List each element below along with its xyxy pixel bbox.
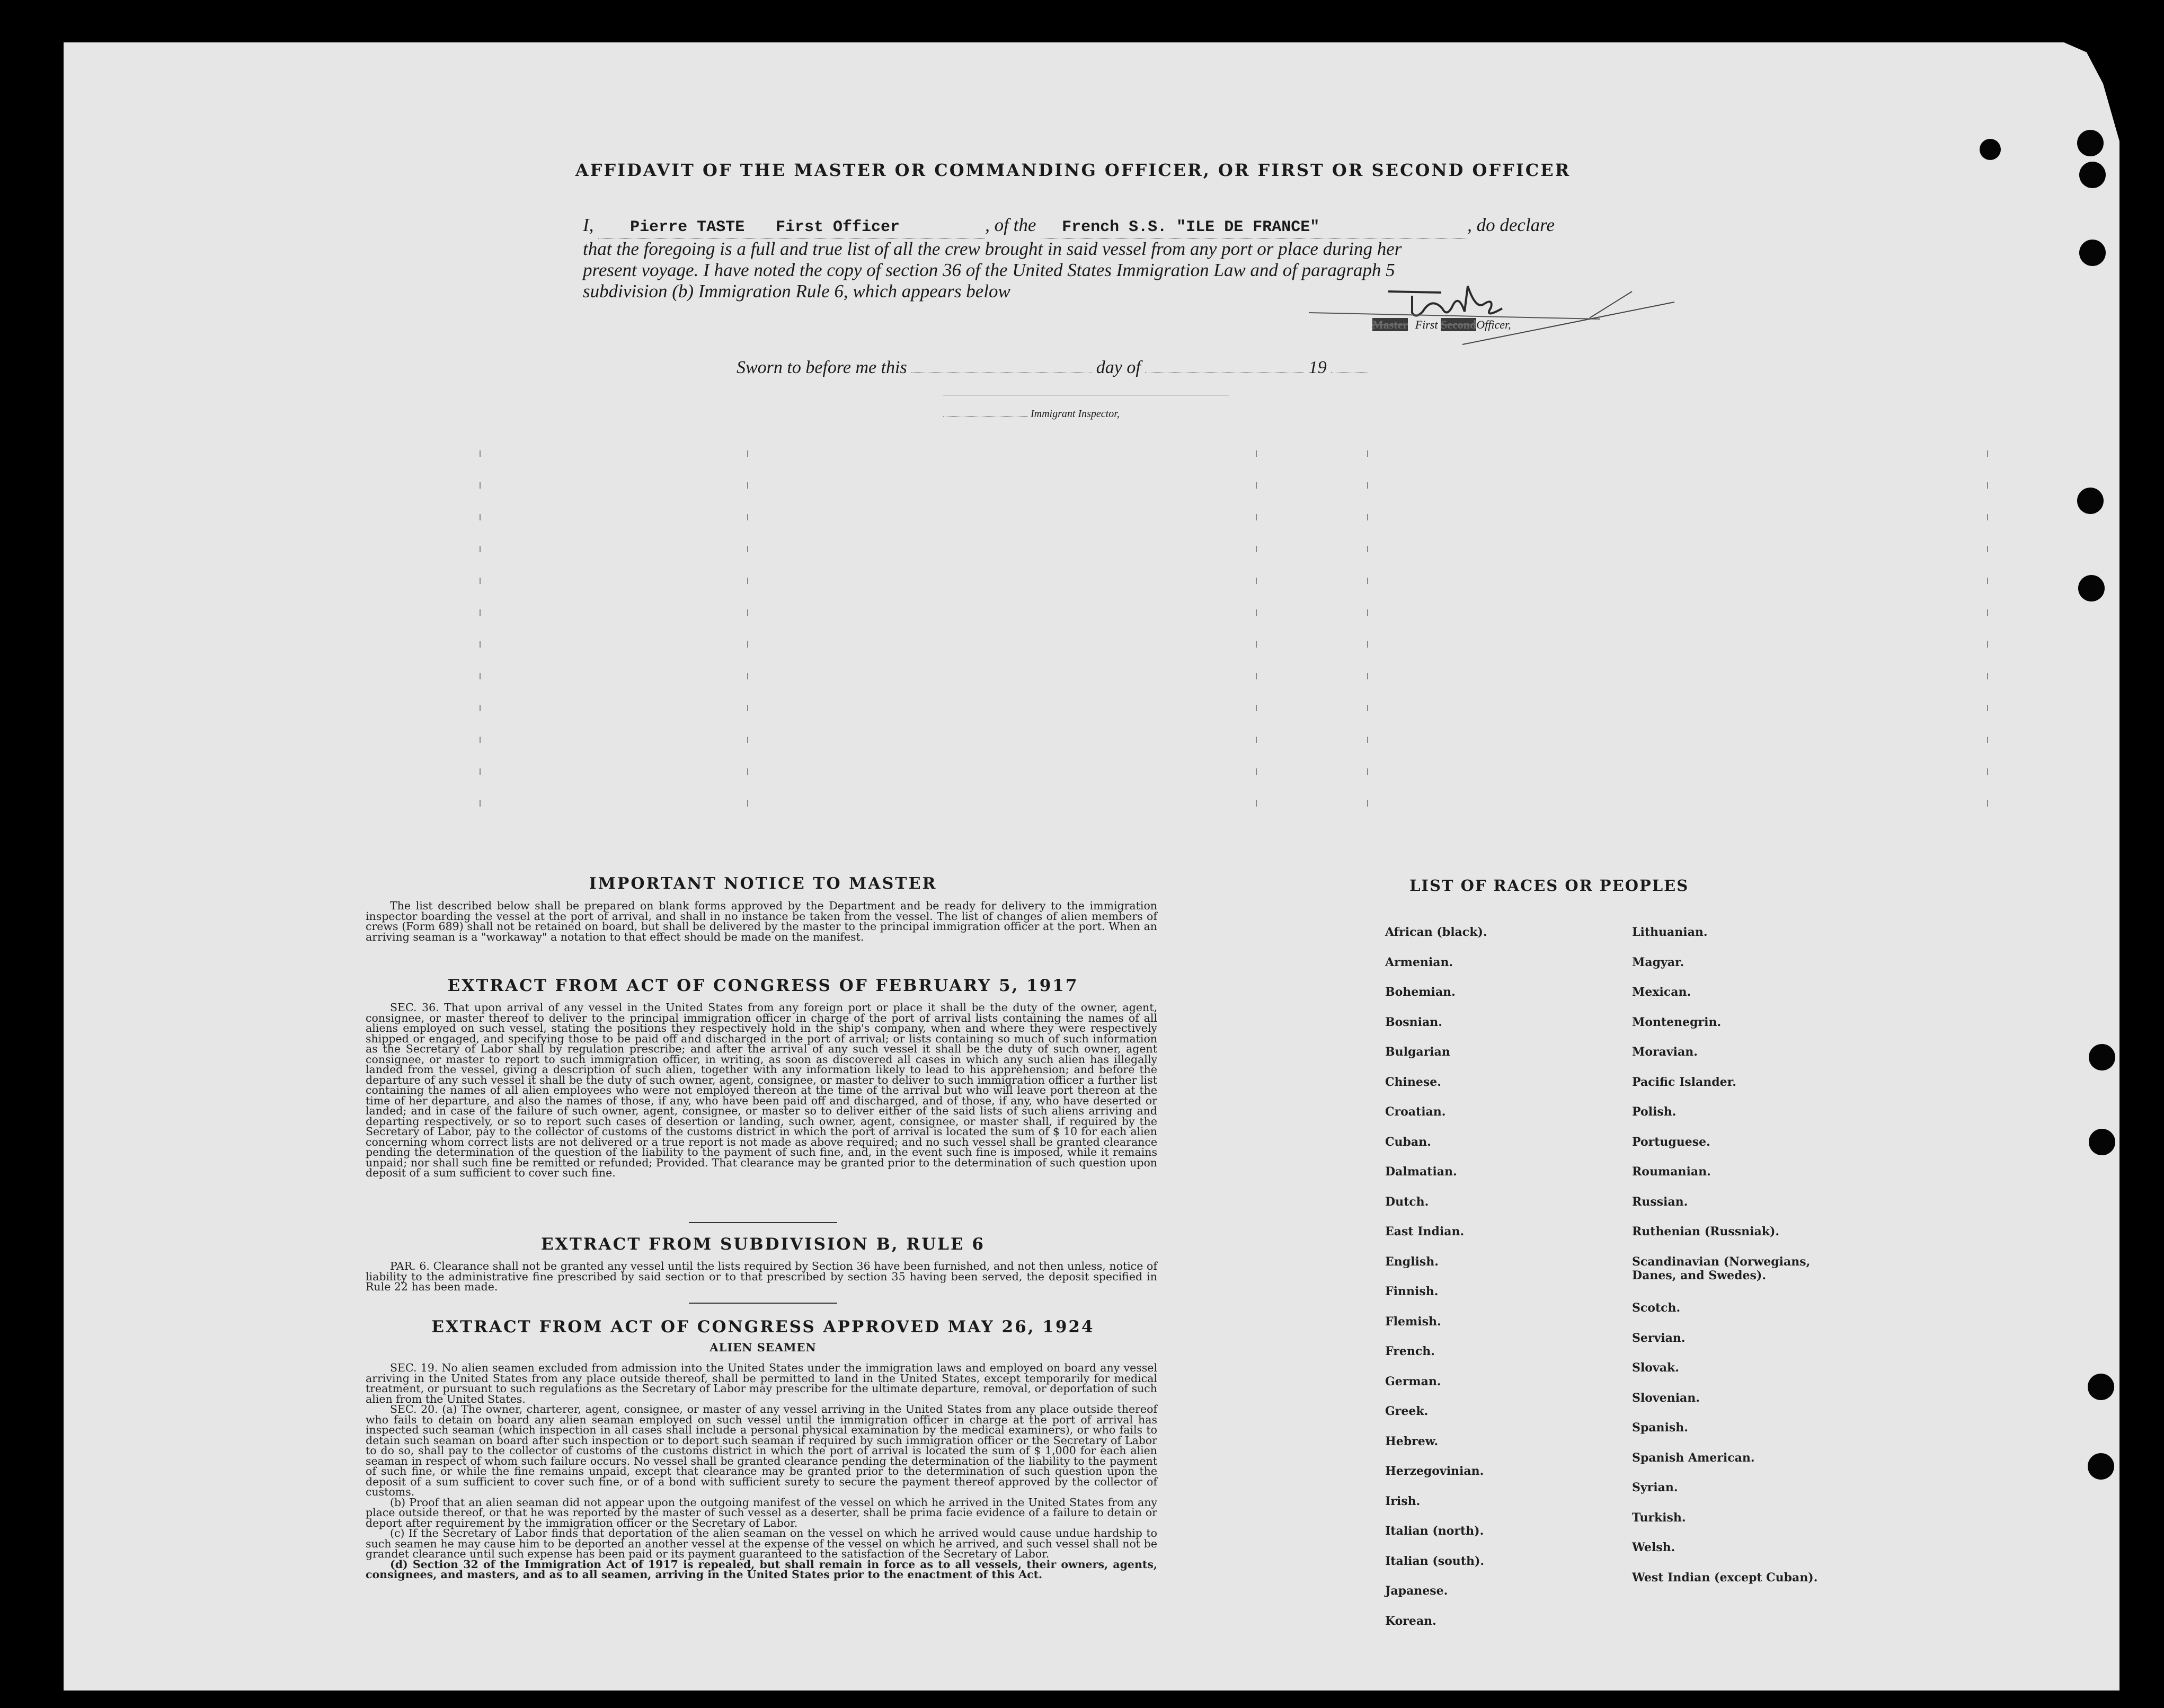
tick-mark	[747, 609, 748, 616]
tick-mark	[1256, 705, 1257, 711]
race-item: Greek.	[1385, 1404, 1429, 1418]
tick-mark	[480, 705, 481, 711]
tick-mark	[480, 673, 481, 679]
race-item: Chinese.	[1385, 1075, 1441, 1089]
tick-mark	[747, 800, 748, 807]
do-declare-label: , do declare	[1467, 215, 1555, 235]
tick-mark	[747, 705, 748, 711]
officer-name: Pierre TASTE	[630, 218, 745, 236]
race-item: Finnish.	[1385, 1285, 1439, 1298]
tick-mark	[1367, 482, 1368, 489]
officer-suffix: Officer,	[1476, 318, 1511, 331]
race-item: English.	[1385, 1254, 1439, 1269]
handwritten-signature	[1293, 270, 1674, 350]
tick-mark	[480, 800, 481, 807]
punch-hole	[2079, 240, 2106, 266]
tick-mark	[747, 673, 748, 679]
tick-mark	[480, 737, 481, 743]
punch-hole	[1980, 139, 2001, 160]
punch-hole	[2077, 488, 2104, 514]
rule6-text: PAR. 6. Clearance shall not be granted any vessel until the lists required by Section 36 have been furnished, and not then unless, notice of liability to the administrative fine prescribed by said section or to that prescribed by section 35 having been served, the deposit specified in Rule 22 has been made.	[366, 1260, 1157, 1293]
tick-mark	[1256, 673, 1257, 679]
vessel-name: French S.S. "ILE DE FRANCE"	[1062, 218, 1320, 236]
vessel-field	[1041, 215, 1467, 238]
race-item: Servian.	[1632, 1331, 1686, 1345]
tick-mark	[1987, 737, 1988, 743]
tick-mark	[1256, 450, 1257, 457]
declaration-line-1	[583, 215, 1590, 238]
race-item: Montenegrin.	[1632, 1015, 1722, 1029]
race-item: Mexican.	[1632, 985, 1691, 999]
race-item: Flemish.	[1385, 1314, 1441, 1329]
race-item: Dalmatian.	[1385, 1165, 1457, 1179]
extract-1917-text: SEC. 36. That upon arrival of any vessel in the United States from any foreign port or place it shall be the duty of the owner, agent, consignee, or master thereof to deliver to the principal immigration officer in charge of the port of arrival lists containing the names of all aliens employed on such vessel, stating the positions they respectively hold in the ship's company, when and where they were respectively shipped or engaged, and specifying those to be paid off and discharged in the port of arrival; or lists containing so much of such information as the Secretary of Labor shall by regulation prescribe; and after the arrival of any such vessel it shall be the duty of such owner, agent consignee, or master to report to such immigration officer, in writing, as soon as discovered all cases in which any such alien has illegally landed from the vessel, giving a description of such alien, together with any information likely to lead to his apprehension; and before the departure of any such vessel it shall be the duty of such owner, agent, consignee, or master to deliver to such immigration officer a further list containing the names of all alien employees who were not employed thereon at the time of the arrival but who will leave port thereon at the time of her departure, and also the names of those, if any, who have been paid off and discharged, and of those, if any, who have deserted or landed; and in case of the failure of such owner, agent, consignee, or master so to deliver either of the said lists of such aliens arriving and departing respectively, or so to report such cases of desertion or landing, such owner, agent, consignee, or master shall, if required by the Secretary of Labor, pay to the collector of customs of the customs district in which the port of arrival is located the sum of $ 10 for each alien concerning whom correct lists are not delivered or a true report is not made as above required; and no such vessel shall be granted clearance pending the determination of the question of the liability to the payment of such fine, and, in the event such fine is imposed, while it remains unpaid; nor shall such fine be remitted or refunded; Provided. That clearance may be granted prior to the determination of such question upon deposit of a sum sufficient to cover such fine.	[366, 1001, 1157, 1179]
race-item: Armenian.	[1385, 955, 1453, 969]
race-item: Italian (north).	[1385, 1524, 1484, 1538]
punch-hole	[2088, 1374, 2114, 1400]
tick-mark	[1367, 609, 1368, 616]
race-item: Slovenian.	[1632, 1391, 1700, 1405]
struck-word-master: Master	[1372, 318, 1408, 331]
tick-mark	[747, 768, 748, 775]
race-item: Bosnian.	[1385, 1015, 1442, 1029]
race-item: Hebrew.	[1385, 1434, 1439, 1448]
tick-mark	[1987, 450, 1988, 457]
tick-mark	[1987, 800, 1988, 807]
officer-title-line	[1372, 318, 1511, 332]
tick-mark	[1987, 609, 1988, 616]
race-item: East Indian.	[1385, 1225, 1465, 1238]
tick-mark	[480, 546, 481, 552]
punch-hole	[2089, 1129, 2115, 1155]
tick-mark	[1256, 609, 1257, 616]
race-item: Russian.	[1632, 1194, 1688, 1209]
tick-mark	[1367, 705, 1368, 711]
race-item: Bulgarian	[1385, 1045, 1450, 1059]
tick-mark	[480, 578, 481, 584]
race-item: Magyar.	[1632, 955, 1684, 969]
tick-mark	[1367, 673, 1368, 679]
race-item: Welsh.	[1632, 1541, 1675, 1555]
race-item: French.	[1385, 1344, 1435, 1358]
tick-mark	[747, 546, 748, 552]
tick-mark	[1367, 450, 1368, 457]
section-divider	[689, 1303, 837, 1304]
tick-mark	[1367, 737, 1368, 743]
sworn-label: Sworn to before me this	[737, 358, 907, 377]
race-item: Pacific Islander.	[1632, 1075, 1736, 1089]
race-item: Italian (south).	[1385, 1554, 1485, 1568]
first-label: First	[1415, 318, 1438, 331]
inspector-line	[943, 408, 1120, 420]
tick-mark	[1367, 546, 1368, 552]
race-item: Ruthenian (Russniak).	[1632, 1225, 1780, 1238]
tick-mark	[480, 768, 481, 775]
officer-rank: First Officer	[775, 218, 900, 236]
tick-mark	[1987, 546, 1988, 552]
declaration-line-4: subdivision (b) Immigration Rule 6, which appears below	[583, 281, 1010, 302]
tick-mark	[1367, 641, 1368, 648]
race-item: African (black).	[1385, 925, 1487, 939]
alien-seamen-subtitle: ALIEN SEAMEN	[709, 1341, 817, 1354]
tick-mark	[1256, 514, 1257, 520]
race-item: Cuban.	[1385, 1135, 1431, 1149]
tick-mark	[1367, 800, 1368, 807]
punch-hole	[2088, 1453, 2114, 1480]
struck-word-second: Second	[1440, 318, 1477, 331]
sec-19-text: SEC. 19. No alien seamen excluded from admission into the United States under the immigration laws and employed on board any vessel arriving in the United States from any place outside thereof, shall be permitted to land in the United States, except temporarily for medical treatment, or pursuant to such regulations as the Secretary of Labor may prescribe for the ultimate departure, removal, or deportation of such alien from the United States.	[366, 1361, 1157, 1405]
tick-mark	[1367, 578, 1368, 584]
declaration-line-2: that the foregoing is a full and true list of all the crew brought in said vessel from any port or place during her	[583, 238, 1402, 259]
tick-mark	[1367, 514, 1368, 520]
punch-hole	[2089, 1044, 2115, 1070]
tick-mark	[480, 609, 481, 616]
sec-20b-text: (b) Proof that an alien seaman did not appear upon the outgoing manifest of the vessel on which he arrived in the United States from any place outside thereof, or that he was reported by the master of such vessel as a deserter, shall be prima facie evidence of a failure to detain or deport after requirement by the immigration officer or the Secretary of Labor.	[366, 1495, 1157, 1529]
race-item: Bohemian.	[1385, 985, 1456, 999]
punch-hole	[2079, 162, 2106, 188]
sec-20c-text: (c) If the Secretary of Labor finds that deportation of the alien seaman on the vessel on which he arrived would cause undue hardship to such seamen he may cause him to be deported an another vessel at the expense of the vessel on which he arrived, and such vessel shall not be grandet clearance until such expense has been paid or its payment guaranteed to the satisfaction of the Secretary of Labor.	[366, 1527, 1157, 1560]
race-item: Turkish.	[1632, 1510, 1686, 1525]
tick-mark	[1256, 482, 1257, 489]
races-title: LIST OF RACES OR PEOPLES	[1409, 877, 1689, 895]
tick-mark	[747, 641, 748, 648]
race-item: Slovak.	[1632, 1361, 1679, 1375]
tick-mark	[1987, 514, 1988, 520]
rule6-title: EXTRACT FROM SUBDIVISION B, RULE 6	[541, 1235, 985, 1254]
section-divider	[689, 1222, 837, 1223]
punch-hole	[2077, 130, 2104, 156]
tick-mark	[1256, 578, 1257, 584]
notice-text: The list described below shall be prepared on blank forms approved by the Department and be ready for delivery to the immigration inspector boarding the vessel at the port of arrival, and shall in no instance be taken from the vessel. The list of changes of alien members of crews (Form 689) shall not be retained on board, but shall be delivered by the master to the principal immigration officer at the port. When an arriving seaman is a "workaway" a notation to that effect should be made on the manifest.	[366, 899, 1157, 943]
tick-mark	[1987, 641, 1988, 648]
year-label: 19	[1308, 358, 1327, 377]
officer-field	[598, 215, 985, 238]
race-item: Japanese.	[1385, 1584, 1448, 1598]
declaration-intro: I,	[583, 215, 594, 235]
tick-mark	[1987, 482, 1988, 489]
tick-mark	[1987, 578, 1988, 584]
tick-mark	[1256, 641, 1257, 648]
tick-mark	[480, 450, 481, 457]
tick-mark	[1987, 768, 1988, 775]
tick-mark	[1987, 705, 1988, 711]
race-item: Croatian.	[1385, 1105, 1446, 1119]
extract-1917-title: EXTRACT FROM ACT OF CONGRESS OF FEBRUARY 5, 1917	[447, 976, 1079, 995]
race-item: Syrian.	[1632, 1481, 1678, 1495]
race-item: West Indian (except Cuban).	[1632, 1570, 1818, 1585]
race-item: Polish.	[1632, 1105, 1677, 1119]
tick-mark	[1256, 546, 1257, 552]
affidavit-title: AFFIDAVIT OF THE MASTER OR COMMANDING OFFICER, OR FIRST OR SECOND OFFICER	[575, 160, 1571, 180]
punch-hole	[2078, 575, 2105, 601]
tick-mark	[747, 482, 748, 489]
race-item: German.	[1385, 1374, 1441, 1388]
race-item: Irish.	[1385, 1494, 1421, 1508]
tick-mark	[1987, 673, 1988, 679]
tick-mark	[1367, 768, 1368, 775]
race-item: Lithuanian.	[1632, 925, 1708, 939]
tick-mark	[747, 450, 748, 457]
race-item: Herzegovinian.	[1385, 1464, 1484, 1478]
race-item: Roumanian.	[1632, 1165, 1711, 1179]
tick-mark	[480, 641, 481, 648]
race-item: Spanish American.	[1632, 1450, 1755, 1465]
notice-title: IMPORTANT NOTICE TO MASTER	[589, 874, 937, 893]
tick-mark	[480, 482, 481, 489]
tick-mark	[747, 578, 748, 584]
tick-mark	[1256, 737, 1257, 743]
race-item: Korean.	[1385, 1614, 1436, 1628]
race-item: Scotch.	[1632, 1301, 1681, 1315]
inspector-label: Immigrant Inspector,	[1031, 408, 1120, 420]
of-the-label: , of the	[985, 215, 1036, 235]
tick-mark	[1256, 800, 1257, 807]
sec-20d-text: (d) Section 32 of the Immigration Act of 1917 is repealed, but shall remain in force as to all vessels, their owners, agents, consignees, and masters, and as to all seamen, arriving in the United States prior to the enactment of this Act.	[366, 1557, 1157, 1581]
extract-1924-body	[366, 1363, 1157, 1580]
day-of-label: day of	[1096, 358, 1141, 377]
tick-mark	[1256, 768, 1257, 775]
declaration-line-3: present voyage. I have noted the copy of section 36 of the United States Immigration Law and of paragraph 5	[583, 260, 1395, 280]
race-item: Moravian.	[1632, 1045, 1698, 1059]
race-item: Spanish.	[1632, 1421, 1688, 1435]
sec-20a-text: SEC. 20. (a) The owner, charterer, agent, consignee, or master of any vessel arriving in the United States from any place outside thereof who fails to detain on board any alien seaman employed on such vessel until the immigration officer in charge at the port of arrival has inspected such seaman (which inspection in all cases shall include a personal physical examination by the medical examiners), or who fails to detain such seaman on board after such inspection or to deport such seaman if required by such immigration officer or the Secretary of Labor to do so, shall pay to the collector of customs of the customs district in which the port of arrival is located the sum of $ 1,000 for each alien seaman in respect of whom such failure occurs. No vessel shall be granted clearance pending the determination of the liability to the payment of such fine, or while the fine remains unpaid, except that clearance may be granted prior to the determination of such question upon the deposit of a sum sufficient to cover such fine, or of a bond with sufficient surety to secure the payment thereof approved by the collector of customs.	[366, 1403, 1157, 1498]
tick-mark	[747, 514, 748, 520]
sworn-line	[737, 357, 1368, 378]
race-item: Dutch.	[1385, 1194, 1429, 1209]
race-item: Scandinavian (Norwegians, Danes, and Swedes).	[1632, 1254, 1811, 1282]
extract-1924-title: EXTRACT FROM ACT OF CONGRESS APPROVED MAY 26, 1924	[431, 1317, 1095, 1337]
tick-mark	[747, 737, 748, 743]
race-item: Portuguese.	[1632, 1135, 1710, 1149]
tick-mark	[480, 514, 481, 520]
